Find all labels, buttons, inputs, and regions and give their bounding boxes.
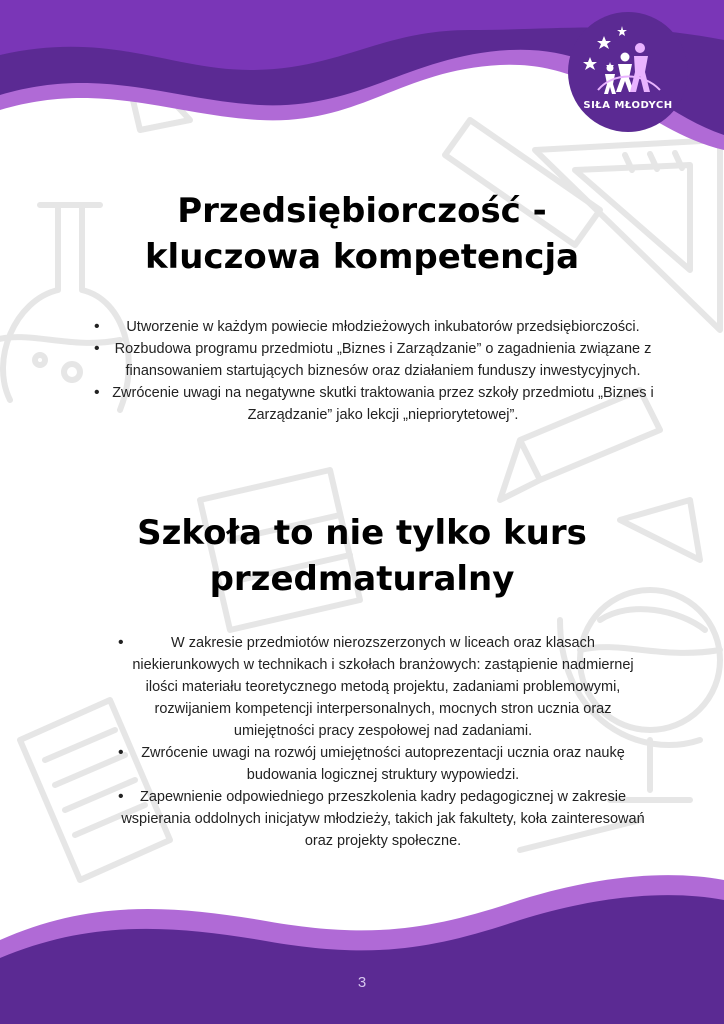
logo xyxy=(568,12,688,132)
bullet-icon: • xyxy=(94,384,100,401)
logo-emblem xyxy=(568,12,688,132)
bullet-icon: • xyxy=(118,788,124,805)
bullet-icon: • xyxy=(118,634,124,651)
list-item xyxy=(94,316,668,338)
list-item-text: Rozbudowa programu przedmiotu „Biznes i Zarządzanie” o zagadnienia związane z finansowaniem startujących biznesów oraz działaniem funduszy inwestycyjnych. xyxy=(114,341,652,379)
list-item xyxy=(94,382,668,426)
list-item-text: Zapewnienie odpowiedniego przeszkolenia kadry pedagogicznej w zakresie wspierania oddolnych inicjatyw młodzieży, takich jak fakultety, koła zainteresowań oraz projekty społeczne. xyxy=(121,789,645,849)
list-item xyxy=(118,786,648,852)
section-2-title xyxy=(60,510,664,602)
stars-icon xyxy=(583,26,627,70)
section-1-list xyxy=(94,316,668,426)
section-1-title xyxy=(60,188,664,280)
page-number: 3 xyxy=(357,974,367,991)
list-item-text: W zakresie przedmiotów nierozszerzonych w liceach oraz klasach niekierunkowych w technikach i szkołach branżowych: zastąpienie nadmiernej ilości materiału teoretycznego metodą projektu, zadaniami problemowymi, rozwijaniem kompetencji interpersonalnych, mocnych stron ucznia oraz umiejętności pracy zespołowej nad zadaniami. xyxy=(132,635,634,739)
people-icon xyxy=(604,43,650,94)
section-1-title-line-2: kluczowa kompetencja xyxy=(144,237,580,277)
bullet-icon: • xyxy=(118,744,124,761)
section-2-title-line-1: Szkoła to nie tylko kurs xyxy=(137,513,587,553)
section-1-title-line-1: Przedsiębiorczość - xyxy=(177,191,547,231)
section-2-list xyxy=(118,632,648,852)
section-2-title-line-2: przedmaturalny xyxy=(209,559,515,599)
bullet-icon: • xyxy=(94,340,100,357)
list-item xyxy=(118,632,648,742)
list-item xyxy=(118,742,648,786)
list-item xyxy=(94,338,668,382)
list-item-text: Zwrócenie uwagi na negatywne skutki traktowania przez szkoły przedmiotu „Biznes i Zarządzanie” jako lekcji „niepriorytetowej”. xyxy=(112,385,654,423)
list-item-text: Zwrócenie uwagi na rozwój umiejętności autoprezentacji ucznia oraz naukę budowania logicznej struktury wypowiedzi. xyxy=(141,745,625,783)
logo-text: SIŁA MŁODYCH xyxy=(583,100,673,111)
bullet-icon: • xyxy=(94,318,100,335)
list-item-text: Utworzenie w każdym powiecie młodzieżowych inkubatorów przedsiębiorczości. xyxy=(126,319,640,335)
